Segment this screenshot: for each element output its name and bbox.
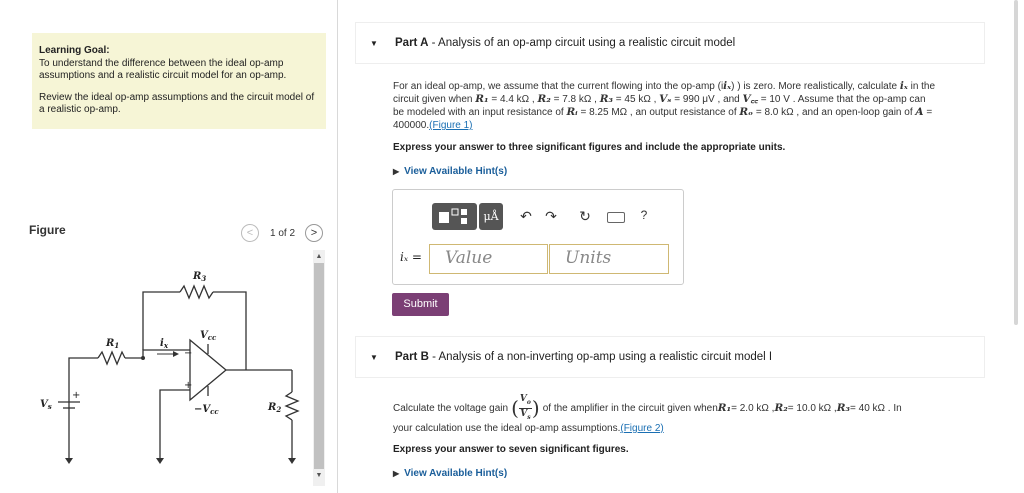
ground-arrow-mid	[156, 458, 164, 464]
circuit-diagram	[30, 252, 312, 472]
hint-triangle-icon: ▶	[393, 167, 400, 176]
part-b-label: Part B	[395, 351, 429, 363]
gain-fraction: ( $V_o$ $V_s$ )	[511, 393, 540, 421]
vee-label: $-V_{cc}$	[194, 404, 219, 416]
part-a-instructions: Express your answer to three significant figures and include the appropriate units.	[393, 142, 786, 153]
hint-triangle-icon: ▶	[393, 469, 400, 478]
templates-icon	[432, 203, 477, 230]
collapse-triangle-icon[interactable]: ▼	[370, 353, 378, 362]
noninv-input-wire	[160, 390, 190, 462]
figure-1-link[interactable]: (Figure 1)	[429, 120, 473, 131]
part-a-title: - Analysis of an op-amp circuit using a realistic circuit model	[428, 37, 736, 49]
part-b-title: - Analysis of a non-inverting op-amp using a realistic circuit model I	[428, 351, 773, 363]
r1-label: $R_1$	[106, 338, 120, 350]
r3-label: $R_3$	[193, 271, 207, 283]
figure-next-button[interactable]: >	[305, 224, 323, 242]
r2-resistor	[286, 392, 298, 420]
part-a-description: For an ideal op-amp, we assume that the current flowing into the op-amp (iiₓ) ) is zero. More realistically, calculate iₓ in the circuit given when R₁ = 4.4 kΩ , R₂ = 7.8 kΩ , R₃ = 45 kΩ , Vₛ = 990 μV , and V꜀꜀ = 10 V . Assume that the op-amp can be modeled with an input resistance of Rᵢ = 8.25 MΩ , an output resistance of Rₒ = 8.0 kΩ , and an open-loop gain of A = 400000.(Figure 1)	[393, 80, 936, 131]
figure-counter: 1 of 2	[270, 228, 296, 239]
feedback-wire-right	[213, 292, 246, 370]
ground-arrow-right	[288, 458, 296, 464]
help-icon[interactable]: ?	[640, 208, 648, 222]
vcc-label: $V_{cc}$	[200, 330, 217, 342]
scroll-up-arrow-icon[interactable]: ▲	[315, 253, 323, 260]
learning-goal-box	[32, 33, 326, 129]
part-a-header[interactable]	[355, 22, 985, 64]
learning-goal-review: Review the ideal op-amp assumptions and the circuit model of a realistic op-amp.	[39, 91, 315, 115]
part-b-instructions: Express your answer to seven significant figures.	[393, 444, 629, 455]
node-dot	[141, 356, 145, 360]
value-input[interactable]: Value	[429, 244, 548, 274]
part-a-label: Part A	[395, 37, 429, 49]
submit-button[interactable]: Submit	[392, 293, 449, 316]
answer-label: iₓ =	[400, 250, 422, 264]
column-divider	[337, 0, 338, 493]
part-b-description: Calculate the voltage gain ( $V_o$ $V_s$ ) of the amplifier in the circuit given when R₁ = 2.0 kΩ , R₂ = 10.0 kΩ , R₃ = 40 kΩ . In your calculation use the ideal op-amp assumptions.(Figure 2)	[393, 393, 902, 434]
part-a-hint-toggle[interactable]: ▶ View Available Hint(s)	[393, 166, 508, 177]
units-button[interactable]: μÅ	[479, 203, 503, 230]
figure-prev-button[interactable]: <	[241, 224, 259, 242]
r2-label: $R_2$	[268, 402, 282, 414]
battery-plus: +	[72, 390, 81, 401]
opamp-plus: +	[184, 380, 193, 391]
keyboard-icon[interactable]	[607, 212, 625, 223]
scroll-down-arrow-icon[interactable]: ▼	[315, 472, 323, 479]
collapse-triangle-icon[interactable]: ▼	[370, 39, 378, 48]
ground-arrow-left	[65, 458, 73, 464]
figure-2-link[interactable]: (Figure 2)	[620, 423, 664, 434]
answer-box	[392, 189, 684, 285]
undo-icon[interactable]: ↶	[520, 208, 532, 224]
page-scrollbar[interactable]	[1014, 0, 1018, 325]
learning-goal-title: Learning Goal:	[39, 45, 110, 56]
learning-goal-text: To understand the difference between the ideal op-amp assumptions and a realistic circuit model for an op-amp.	[39, 57, 287, 81]
opamp-minus: −	[184, 348, 193, 359]
left-wire	[69, 358, 98, 462]
r1-resistor	[98, 352, 125, 364]
figure-scrollbar-thumb[interactable]	[314, 263, 324, 469]
reset-icon[interactable]: ↻	[579, 208, 591, 224]
r3-resistor	[180, 286, 213, 298]
vs-label: $V_s$	[40, 399, 52, 411]
part-b-header[interactable]	[355, 336, 985, 378]
part-b-hint-toggle[interactable]: ▶ View Available Hint(s)	[393, 468, 508, 479]
units-input[interactable]: Units	[549, 244, 669, 274]
ix-label: $i_x$	[160, 338, 168, 350]
templates-button[interactable]	[432, 203, 477, 230]
redo-icon[interactable]: ↷	[545, 208, 557, 224]
figure-title: Figure	[29, 223, 66, 237]
